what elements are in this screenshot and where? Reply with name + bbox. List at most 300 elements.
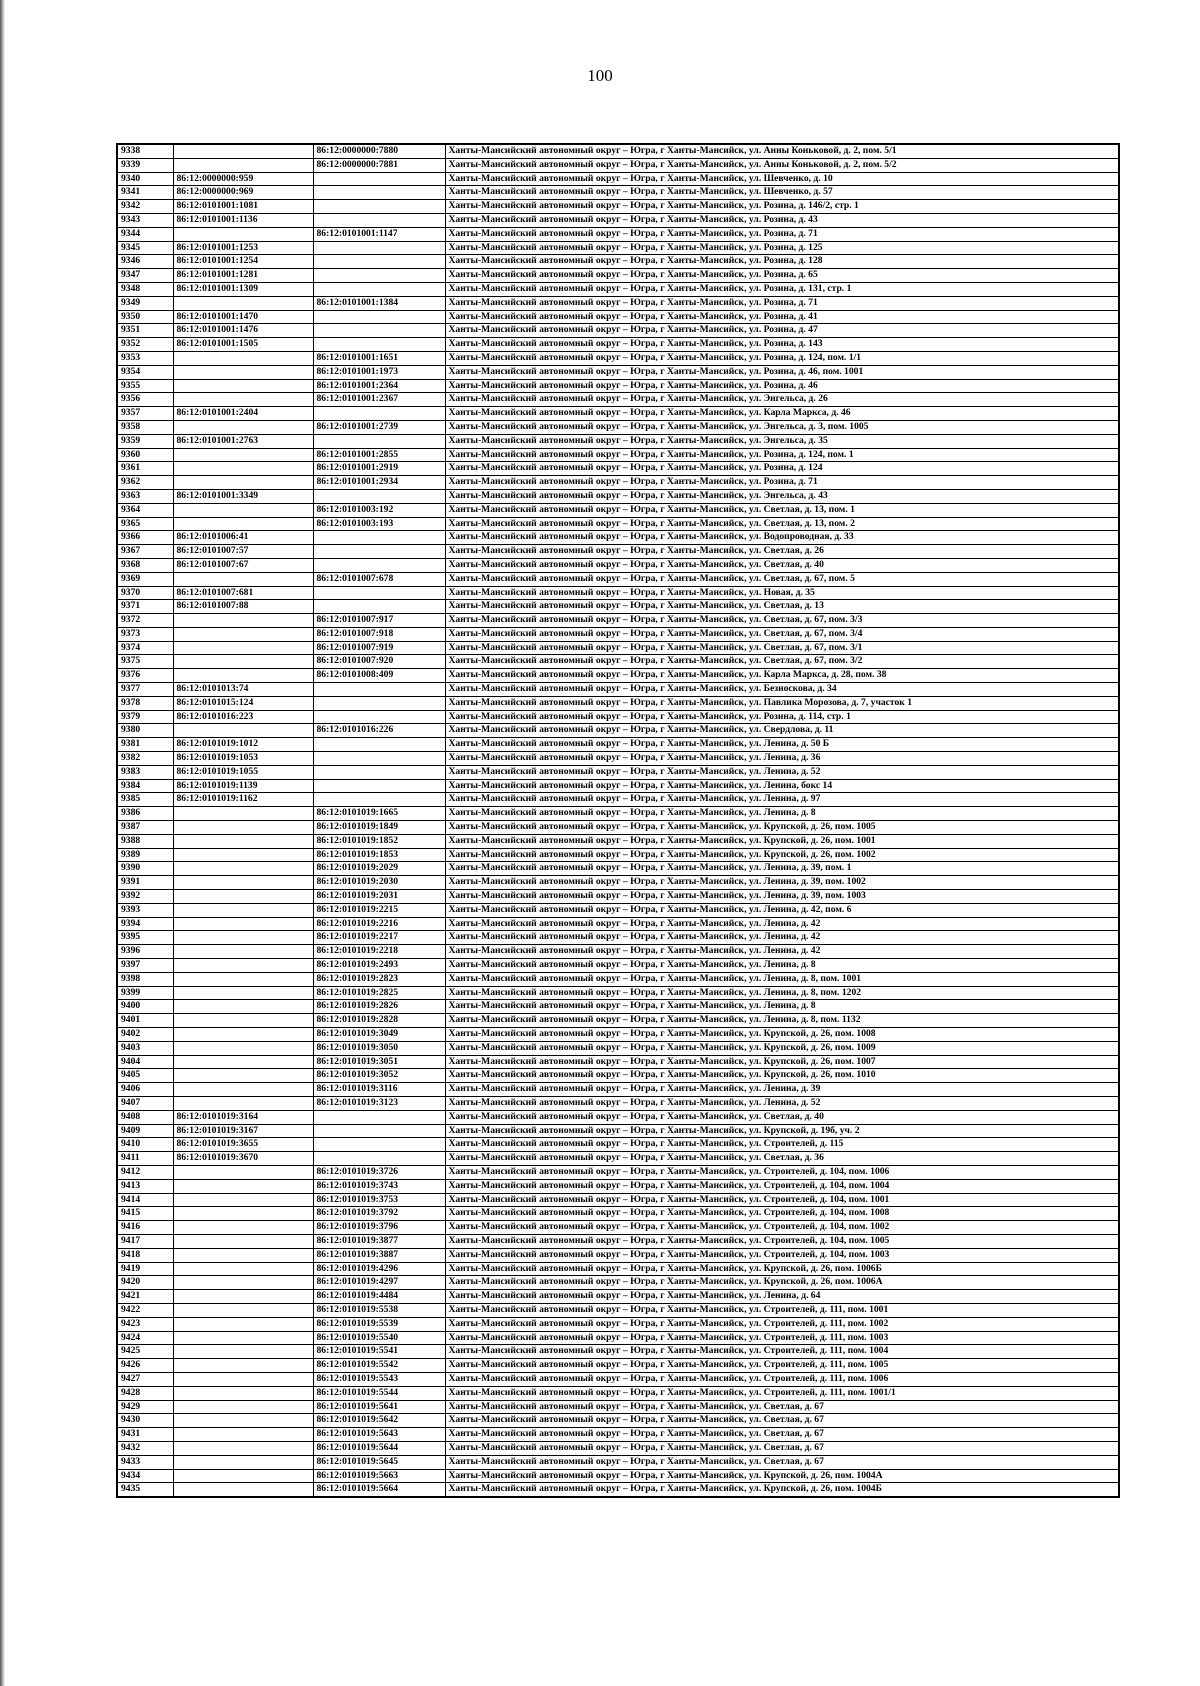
row-number-cell: 9374: [117, 641, 173, 655]
table-row: [117, 876, 1119, 890]
row-number-cell: 9415: [117, 1207, 173, 1221]
row-number-cell: 9351: [117, 324, 173, 338]
land-cadastral-number-cell: 86:12:0101019:3655: [173, 1138, 313, 1152]
row-number-cell: 9433: [117, 1455, 173, 1469]
address-cell: Ханты-Мансийский автономный округ – Югра, г Ханты-Мансийск, ул. Строителей, д. 111, пом. 1002: [445, 1317, 1119, 1331]
building-cadastral-number-cell: 86:12:0101001:2855: [313, 448, 445, 462]
land-cadastral-number-cell: [173, 1414, 313, 1428]
building-cadastral-number-cell: 86:12:0000000:7881: [313, 158, 445, 172]
table-row: [117, 365, 1119, 379]
row-number-cell: 9419: [117, 1262, 173, 1276]
table-row: [117, 1193, 1119, 1207]
row-number-cell: 9409: [117, 1124, 173, 1138]
address-cell: Ханты-Мансийский автономный округ – Югра, г Ханты-Мансийск, ул. Анны Коньковой, д. 2, пом. 5/2: [445, 158, 1119, 172]
building-cadastral-number-cell: [313, 752, 445, 766]
address-cell: Ханты-Мансийский автономный округ – Югра, г Ханты-Мансийск, ул. Светлая, д. 67, пом. 5: [445, 572, 1119, 586]
row-number-cell: 9353: [117, 351, 173, 365]
address-cell: Ханты-Мансийский автономный округ – Югра, г Ханты-Мансийск, ул. Строителей, д. 104, пом. 1005: [445, 1234, 1119, 1248]
address-cell: Ханты-Мансийский автономный округ – Югра, г Ханты-Мансийск, ул. Энгельса, д. 43: [445, 489, 1119, 503]
building-cadastral-number-cell: [313, 558, 445, 572]
building-cadastral-number-cell: 86:12:0101007:917: [313, 614, 445, 628]
land-cadastral-number-cell: [173, 917, 313, 931]
land-cadastral-number-cell: 86:12:0101001:2763: [173, 434, 313, 448]
land-cadastral-number-cell: 86:12:0101007:67: [173, 558, 313, 572]
address-cell: Ханты-Мансийский автономный округ – Югра, г Ханты-Мансийск, ул. Светлая, д. 67: [445, 1441, 1119, 1455]
table-row: [117, 655, 1119, 669]
land-cadastral-number-cell: [173, 1455, 313, 1469]
row-number-cell: 9345: [117, 241, 173, 255]
address-cell: Ханты-Мансийский автономный округ – Югра, г Ханты-Мансийск, ул. Крупской, д. 26, пом. 1001: [445, 834, 1119, 848]
table-row: [117, 1083, 1119, 1097]
land-cadastral-number-cell: [173, 503, 313, 517]
land-cadastral-number-cell: 86:12:0000000:959: [173, 172, 313, 186]
registry-body: [117, 144, 1119, 1497]
building-cadastral-number-cell: [313, 407, 445, 421]
table-row: [117, 1400, 1119, 1414]
row-number-cell: 9344: [117, 227, 173, 241]
address-cell: Ханты-Мансийский автономный округ – Югра, г Ханты-Мансийск, ул. Розина, д. 125: [445, 241, 1119, 255]
land-cadastral-number-cell: [173, 1096, 313, 1110]
building-cadastral-number-cell: 86:12:0101003:192: [313, 503, 445, 517]
row-number-cell: 9410: [117, 1138, 173, 1152]
address-cell: Ханты-Мансийский автономный округ – Югра, г Ханты-Мансийск, ул. Ленина, д. 8: [445, 1000, 1119, 1014]
table-row: [117, 1469, 1119, 1483]
land-cadastral-number-cell: [173, 1234, 313, 1248]
table-row: [117, 724, 1119, 738]
row-number-cell: 9404: [117, 1055, 173, 1069]
land-cadastral-number-cell: [173, 1303, 313, 1317]
building-cadastral-number-cell: 86:12:0101019:3877: [313, 1234, 445, 1248]
building-cadastral-number-cell: 86:12:0101019:2493: [313, 959, 445, 973]
address-cell: Ханты-Мансийский автономный округ – Югра, г Ханты-Мансийск, ул. Ленина, д. 36: [445, 752, 1119, 766]
row-number-cell: 9413: [117, 1179, 173, 1193]
land-cadastral-number-cell: [173, 462, 313, 476]
building-cadastral-number-cell: 86:12:0101019:5641: [313, 1400, 445, 1414]
table-row: [117, 489, 1119, 503]
table-row: [117, 1455, 1119, 1469]
building-cadastral-number-cell: [313, 255, 445, 269]
address-cell: Ханты-Мансийский автономный округ – Югра, г Ханты-Мансийск, ул. Розина, д. 71: [445, 227, 1119, 241]
table-row: [117, 945, 1119, 959]
building-cadastral-number-cell: 86:12:0101019:3887: [313, 1248, 445, 1262]
building-cadastral-number-cell: 86:12:0101019:3796: [313, 1221, 445, 1235]
building-cadastral-number-cell: [313, 683, 445, 697]
address-cell: Ханты-Мансийский автономный округ – Югра, г Ханты-Мансийск, ул. Розина, д. 146/2, стр. 1: [445, 200, 1119, 214]
table-row: [117, 434, 1119, 448]
land-cadastral-number-cell: [173, 1290, 313, 1304]
land-cadastral-number-cell: [173, 890, 313, 904]
land-cadastral-number-cell: [173, 1207, 313, 1221]
row-number-cell: 9411: [117, 1152, 173, 1166]
table-row: [117, 1372, 1119, 1386]
table-row: [117, 1428, 1119, 1442]
row-number-cell: 9402: [117, 1028, 173, 1042]
address-cell: Ханты-Мансийский автономный округ – Югра, г Ханты-Мансийск, ул. Крупской, д. 19б, уч. 2: [445, 1124, 1119, 1138]
building-cadastral-number-cell: 86:12:0101019:5663: [313, 1469, 445, 1483]
address-cell: Ханты-Мансийский автономный округ – Югра, г Ханты-Мансийск, ул. Строителей, д. 111, пом. 1003: [445, 1331, 1119, 1345]
building-cadastral-number-cell: 86:12:0101019:2031: [313, 890, 445, 904]
table-row: [117, 1276, 1119, 1290]
building-cadastral-number-cell: 86:12:0101019:3792: [313, 1207, 445, 1221]
address-cell: Ханты-Мансийский автономный округ – Югра, г Ханты-Мансийск, ул. Строителей, д. 104, пом. 1002: [445, 1221, 1119, 1235]
address-cell: Ханты-Мансийский автономный округ – Югра, г Ханты-Мансийск, ул. Строителей, д. 115: [445, 1138, 1119, 1152]
row-number-cell: 9366: [117, 531, 173, 545]
land-cadastral-number-cell: [173, 1069, 313, 1083]
address-cell: Ханты-Мансийский автономный округ – Югра, г Ханты-Мансийск, ул. Светлая, д. 36: [445, 1152, 1119, 1166]
table-row: [117, 752, 1119, 766]
address-cell: Ханты-Мансийский автономный округ – Югра, г Ханты-Мансийск, ул. Светлая, д. 67: [445, 1455, 1119, 1469]
table-row: [117, 379, 1119, 393]
row-number-cell: 9370: [117, 586, 173, 600]
land-cadastral-number-cell: 86:12:0101007:88: [173, 600, 313, 614]
land-cadastral-number-cell: [173, 1221, 313, 1235]
row-number-cell: 9400: [117, 1000, 173, 1014]
land-cadastral-number-cell: 86:12:0101019:1162: [173, 793, 313, 807]
building-cadastral-number-cell: [313, 710, 445, 724]
building-cadastral-number-cell: 86:12:0101019:4484: [313, 1290, 445, 1304]
address-cell: Ханты-Мансийский автономный округ – Югра, г Ханты-Мансийск, ул. Ленина, д. 52: [445, 765, 1119, 779]
building-cadastral-number-cell: [313, 338, 445, 352]
building-cadastral-number-cell: 86:12:0101019:4296: [313, 1262, 445, 1276]
address-cell: Ханты-Мансийский автономный округ – Югра, г Ханты-Мансийск, ул. Строителей, д. 111, пом. 1001: [445, 1303, 1119, 1317]
address-cell: Ханты-Мансийский автономный округ – Югра, г Ханты-Мансийск, ул. Крупской, д. 26, пом. 1008: [445, 1028, 1119, 1042]
building-cadastral-number-cell: 86:12:0101019:2218: [313, 945, 445, 959]
building-cadastral-number-cell: 86:12:0101019:3753: [313, 1193, 445, 1207]
table-row: [117, 227, 1119, 241]
row-number-cell: 9340: [117, 172, 173, 186]
row-number-cell: 9386: [117, 807, 173, 821]
table-row: [117, 1055, 1119, 1069]
address-cell: Ханты-Мансийский автономный округ – Югра, г Ханты-Мансийск, ул. Энгельса, д. 35: [445, 434, 1119, 448]
row-number-cell: 9381: [117, 738, 173, 752]
building-cadastral-number-cell: 86:12:0101019:1665: [313, 807, 445, 821]
table-row: [117, 669, 1119, 683]
land-cadastral-number-cell: [173, 1400, 313, 1414]
row-number-cell: 9428: [117, 1386, 173, 1400]
building-cadastral-number-cell: 86:12:0101019:2823: [313, 972, 445, 986]
building-cadastral-number-cell: 86:12:0101001:2364: [313, 379, 445, 393]
land-cadastral-number-cell: [173, 1193, 313, 1207]
table-row: [117, 1414, 1119, 1428]
row-number-cell: 9383: [117, 765, 173, 779]
land-cadastral-number-cell: 86:12:0101019:3164: [173, 1110, 313, 1124]
land-cadastral-number-cell: 86:12:0101019:1055: [173, 765, 313, 779]
land-cadastral-number-cell: 86:12:0101001:3349: [173, 489, 313, 503]
building-cadastral-number-cell: 86:12:0101019:1853: [313, 848, 445, 862]
building-cadastral-number-cell: 86:12:0101019:5543: [313, 1372, 445, 1386]
row-number-cell: 9362: [117, 476, 173, 490]
table-row: [117, 172, 1119, 186]
table-row: [117, 1041, 1119, 1055]
land-cadastral-number-cell: [173, 627, 313, 641]
row-number-cell: 9390: [117, 862, 173, 876]
row-number-cell: 9360: [117, 448, 173, 462]
table-row: [117, 1096, 1119, 1110]
row-number-cell: 9356: [117, 393, 173, 407]
building-cadastral-number-cell: 86:12:0101019:3116: [313, 1083, 445, 1097]
row-number-cell: 9372: [117, 614, 173, 628]
table-row: [117, 558, 1119, 572]
building-cadastral-number-cell: 86:12:0101019:5538: [313, 1303, 445, 1317]
address-cell: Ханты-Мансийский автономный округ – Югра, г Ханты-Мансийск, ул. Шевченко, д. 10: [445, 172, 1119, 186]
table-row: [117, 476, 1119, 490]
table-row: [117, 338, 1119, 352]
land-cadastral-number-cell: [173, 848, 313, 862]
row-number-cell: 9359: [117, 434, 173, 448]
building-cadastral-number-cell: 86:12:0101003:193: [313, 517, 445, 531]
building-cadastral-number-cell: [313, 738, 445, 752]
table-row: [117, 255, 1119, 269]
address-cell: Ханты-Мансийский автономный округ – Югра, г Ханты-Мансийск, ул. Светлая, д. 67: [445, 1414, 1119, 1428]
registry-table: [116, 143, 1120, 1498]
table-row: [117, 1014, 1119, 1028]
address-cell: Ханты-Мансийский автономный округ – Югра, г Ханты-Мансийск, ул. Розина, д. 47: [445, 324, 1119, 338]
address-cell: Ханты-Мансийский автономный округ – Югра, г Ханты-Мансийск, ул. Крупской, д. 26, пом. 1007: [445, 1055, 1119, 1069]
land-cadastral-number-cell: [173, 959, 313, 973]
building-cadastral-number-cell: 86:12:0101019:2216: [313, 917, 445, 931]
table-row: [117, 531, 1119, 545]
row-number-cell: 9341: [117, 186, 173, 200]
address-cell: Ханты-Мансийский автономный округ – Югра, г Ханты-Мансийск, ул. Строителей, д. 111, пом. 1004: [445, 1345, 1119, 1359]
table-row: [117, 1331, 1119, 1345]
row-number-cell: 9431: [117, 1428, 173, 1442]
address-cell: Ханты-Мансийский автономный округ – Югра, г Ханты-Мансийск, ул. Ленина, бокс 14: [445, 779, 1119, 793]
table-row: [117, 517, 1119, 531]
building-cadastral-number-cell: 86:12:0101019:2215: [313, 903, 445, 917]
row-number-cell: 9338: [117, 144, 173, 158]
row-number-cell: 9392: [117, 890, 173, 904]
building-cadastral-number-cell: [313, 282, 445, 296]
land-cadastral-number-cell: [173, 669, 313, 683]
land-cadastral-number-cell: [173, 1441, 313, 1455]
land-cadastral-number-cell: [173, 931, 313, 945]
building-cadastral-number-cell: [313, 696, 445, 710]
land-cadastral-number-cell: [173, 572, 313, 586]
building-cadastral-number-cell: [313, 1138, 445, 1152]
table-row: [117, 1248, 1119, 1262]
address-cell: Ханты-Мансийский автономный округ – Югра, г Ханты-Мансийск, ул. Строителей, д. 104, пом. 1004: [445, 1179, 1119, 1193]
building-cadastral-number-cell: 86:12:0101019:3051: [313, 1055, 445, 1069]
table-row: [117, 144, 1119, 158]
address-cell: Ханты-Мансийский автономный округ – Югра, г Ханты-Мансийск, ул. Розина, д. 124: [445, 462, 1119, 476]
land-cadastral-number-cell: 86:12:0000000:969: [173, 186, 313, 200]
building-cadastral-number-cell: 86:12:0101001:1147: [313, 227, 445, 241]
land-cadastral-number-cell: 86:12:0101001:2404: [173, 407, 313, 421]
address-cell: Ханты-Мансийский автономный округ – Югра, г Ханты-Мансийск, ул. Крупской, д. 26, пом. 1004А: [445, 1469, 1119, 1483]
row-number-cell: 9429: [117, 1400, 173, 1414]
land-cadastral-number-cell: 86:12:0101016:223: [173, 710, 313, 724]
table-row: [117, 310, 1119, 324]
land-cadastral-number-cell: 86:12:0101001:1470: [173, 310, 313, 324]
land-cadastral-number-cell: 86:12:0101001:1136: [173, 213, 313, 227]
building-cadastral-number-cell: 86:12:0101019:5539: [313, 1317, 445, 1331]
land-cadastral-number-cell: [173, 1428, 313, 1442]
address-cell: Ханты-Мансийский автономный округ – Югра, г Ханты-Мансийск, ул. Анны Коньковой, д. 2, пом. 5/1: [445, 144, 1119, 158]
table-row: [117, 959, 1119, 973]
land-cadastral-number-cell: [173, 1055, 313, 1069]
row-number-cell: 9434: [117, 1469, 173, 1483]
building-cadastral-number-cell: 86:12:0101007:919: [313, 641, 445, 655]
land-cadastral-number-cell: [173, 476, 313, 490]
address-cell: Ханты-Мансийский автономный округ – Югра, г Ханты-Мансийск, ул. Ленина, д. 39, пом. 1002: [445, 876, 1119, 890]
land-cadastral-number-cell: [173, 1262, 313, 1276]
row-number-cell: 9376: [117, 669, 173, 683]
building-cadastral-number-cell: [313, 1110, 445, 1124]
row-number-cell: 9418: [117, 1248, 173, 1262]
table-row: [117, 696, 1119, 710]
table-row: [117, 158, 1119, 172]
row-number-cell: 9425: [117, 1345, 173, 1359]
land-cadastral-number-cell: [173, 1331, 313, 1345]
table-row: [117, 282, 1119, 296]
address-cell: Ханты-Мансийский автономный округ – Югра, г Ханты-Мансийск, ул. Розина, д. 46: [445, 379, 1119, 393]
row-number-cell: 9403: [117, 1041, 173, 1055]
row-number-cell: 9427: [117, 1372, 173, 1386]
row-number-cell: 9343: [117, 213, 173, 227]
address-cell: Ханты-Мансийский автономный округ – Югра, г Ханты-Мансийск, ул. Ленина, д. 8: [445, 807, 1119, 821]
address-cell: Ханты-Мансийский автономный округ – Югра, г Ханты-Мансийск, ул. Ленина, д. 8, пом. 1132: [445, 1014, 1119, 1028]
address-cell: Ханты-Мансийский автономный округ – Югра, г Ханты-Мансийск, ул. Крупской, д. 26, пом. 1006А: [445, 1276, 1119, 1290]
row-number-cell: 9430: [117, 1414, 173, 1428]
address-cell: Ханты-Мансийский автономный округ – Югра, г Ханты-Мансийск, ул. Светлая, д. 67, пом. 3/3: [445, 614, 1119, 628]
building-cadastral-number-cell: 86:12:0101008:409: [313, 669, 445, 683]
building-cadastral-number-cell: 86:12:0101019:2828: [313, 1014, 445, 1028]
table-row: [117, 600, 1119, 614]
row-number-cell: 9371: [117, 600, 173, 614]
land-cadastral-number-cell: 86:12:0101007:57: [173, 545, 313, 559]
address-cell: Ханты-Мансийский автономный округ – Югра, г Ханты-Мансийск, ул. Розина, д. 43: [445, 213, 1119, 227]
building-cadastral-number-cell: 86:12:0101001:2934: [313, 476, 445, 490]
building-cadastral-number-cell: 86:12:0101019:5542: [313, 1359, 445, 1373]
row-number-cell: 9432: [117, 1441, 173, 1455]
table-row: [117, 1179, 1119, 1193]
address-cell: Ханты-Мансийский автономный округ – Югра, г Ханты-Мансийск, ул. Розина, д. 143: [445, 338, 1119, 352]
address-cell: Ханты-Мансийский автономный округ – Югра, г Ханты-Мансийск, ул. Строителей, д. 104, пом. 1003: [445, 1248, 1119, 1262]
building-cadastral-number-cell: [313, 241, 445, 255]
building-cadastral-number-cell: [313, 172, 445, 186]
table-row: [117, 572, 1119, 586]
table-row: [117, 821, 1119, 835]
address-cell: Ханты-Мансийский автономный округ – Югра, г Ханты-Мансийск, ул. Розина, д. 41: [445, 310, 1119, 324]
table-row: [117, 1303, 1119, 1317]
row-number-cell: 9377: [117, 683, 173, 697]
table-row: [117, 213, 1119, 227]
land-cadastral-number-cell: [173, 448, 313, 462]
row-number-cell: 9398: [117, 972, 173, 986]
table-row: [117, 420, 1119, 434]
table-row: [117, 1152, 1119, 1166]
building-cadastral-number-cell: 86:12:0101019:5664: [313, 1483, 445, 1497]
table-row: [117, 269, 1119, 283]
land-cadastral-number-cell: [173, 1317, 313, 1331]
address-cell: Ханты-Мансийский автономный округ – Югра, г Ханты-Мансийск, ул. Ленина, д. 8, пом. 1001: [445, 972, 1119, 986]
land-cadastral-number-cell: [173, 724, 313, 738]
address-cell: Ханты-Мансийский автономный округ – Югра, г Ханты-Мансийск, ул. Карла Маркса, д. 46: [445, 407, 1119, 421]
row-number-cell: 9424: [117, 1331, 173, 1345]
row-number-cell: 9388: [117, 834, 173, 848]
address-cell: Ханты-Мансийский автономный округ – Югра, г Ханты-Мансийск, ул. Водопроводная, д. 33: [445, 531, 1119, 545]
table-row: [117, 1441, 1119, 1455]
land-cadastral-number-cell: [173, 227, 313, 241]
land-cadastral-number-cell: [173, 1179, 313, 1193]
building-cadastral-number-cell: [313, 600, 445, 614]
building-cadastral-number-cell: 86:12:0101019:2029: [313, 862, 445, 876]
table-row: [117, 1028, 1119, 1042]
building-cadastral-number-cell: [313, 269, 445, 283]
row-number-cell: 9348: [117, 282, 173, 296]
land-cadastral-number-cell: 86:12:0101007:681: [173, 586, 313, 600]
row-number-cell: 9363: [117, 489, 173, 503]
row-number-cell: 9364: [117, 503, 173, 517]
table-row: [117, 890, 1119, 904]
row-number-cell: 9389: [117, 848, 173, 862]
land-cadastral-number-cell: [173, 834, 313, 848]
row-number-cell: 9426: [117, 1359, 173, 1373]
address-cell: Ханты-Мансийский автономный округ – Югра, г Ханты-Мансийск, ул. Ленина, д. 42: [445, 917, 1119, 931]
address-cell: Ханты-Мансийский автономный округ – Югра, г Ханты-Мансийск, ул. Светлая, д. 13: [445, 600, 1119, 614]
building-cadastral-number-cell: 86:12:0101001:2367: [313, 393, 445, 407]
land-cadastral-number-cell: [173, 393, 313, 407]
row-number-cell: 9396: [117, 945, 173, 959]
building-cadastral-number-cell: [313, 1152, 445, 1166]
table-row: [117, 1165, 1119, 1179]
address-cell: Ханты-Мансийский автономный округ – Югра, г Ханты-Мансийск, ул. Ленина, д. 52: [445, 1096, 1119, 1110]
address-cell: Ханты-Мансийский автономный округ – Югра, г Ханты-Мансийск, ул. Ленина, д. 39, пом. 1003: [445, 890, 1119, 904]
table-row: [117, 200, 1119, 214]
address-cell: Ханты-Мансийский автономный округ – Югра, г Ханты-Мансийск, ул. Шевченко, д. 57: [445, 186, 1119, 200]
land-cadastral-number-cell: [173, 1276, 313, 1290]
row-number-cell: 9408: [117, 1110, 173, 1124]
building-cadastral-number-cell: [313, 310, 445, 324]
address-cell: Ханты-Мансийский автономный округ – Югра, г Ханты-Мансийск, ул. Светлая, д. 67: [445, 1400, 1119, 1414]
table-row: [117, 972, 1119, 986]
building-cadastral-number-cell: 86:12:0101019:4297: [313, 1276, 445, 1290]
land-cadastral-number-cell: [173, 972, 313, 986]
row-number-cell: 9369: [117, 572, 173, 586]
row-number-cell: 9406: [117, 1083, 173, 1097]
table-row: [117, 710, 1119, 724]
land-cadastral-number-cell: 86:12:0101001:1281: [173, 269, 313, 283]
building-cadastral-number-cell: 86:12:0101019:5642: [313, 1414, 445, 1428]
table-row: [117, 848, 1119, 862]
row-number-cell: 9405: [117, 1069, 173, 1083]
table-row: [117, 1207, 1119, 1221]
table-row: [117, 1069, 1119, 1083]
row-number-cell: 9393: [117, 903, 173, 917]
table-row: [117, 862, 1119, 876]
land-cadastral-number-cell: [173, 1469, 313, 1483]
table-row: [117, 641, 1119, 655]
address-cell: Ханты-Мансийский автономный округ – Югра, г Ханты-Мансийск, ул. Строителей, д. 104, пом. 1006: [445, 1165, 1119, 1179]
land-cadastral-number-cell: [173, 862, 313, 876]
land-cadastral-number-cell: 86:12:0101013:74: [173, 683, 313, 697]
land-cadastral-number-cell: [173, 641, 313, 655]
address-cell: Ханты-Мансийский автономный округ – Югра, г Ханты-Мансийск, ул. Светлая, д. 40: [445, 1110, 1119, 1124]
table-row: [117, 1290, 1119, 1304]
building-cadastral-number-cell: 86:12:0101019:3049: [313, 1028, 445, 1042]
land-cadastral-number-cell: [173, 1028, 313, 1042]
land-cadastral-number-cell: 86:12:0101019:3670: [173, 1152, 313, 1166]
row-number-cell: 9378: [117, 696, 173, 710]
row-number-cell: 9358: [117, 420, 173, 434]
land-cadastral-number-cell: 86:12:0101001:1081: [173, 200, 313, 214]
land-cadastral-number-cell: 86:12:0101019:1139: [173, 779, 313, 793]
building-cadastral-number-cell: [313, 531, 445, 545]
building-cadastral-number-cell: 86:12:0101019:3726: [313, 1165, 445, 1179]
address-cell: Ханты-Мансийский автономный округ – Югра, г Ханты-Мансийск, ул. Светлая, д. 13, пом. 2: [445, 517, 1119, 531]
building-cadastral-number-cell: 86:12:0101001:1973: [313, 365, 445, 379]
row-number-cell: 9357: [117, 407, 173, 421]
